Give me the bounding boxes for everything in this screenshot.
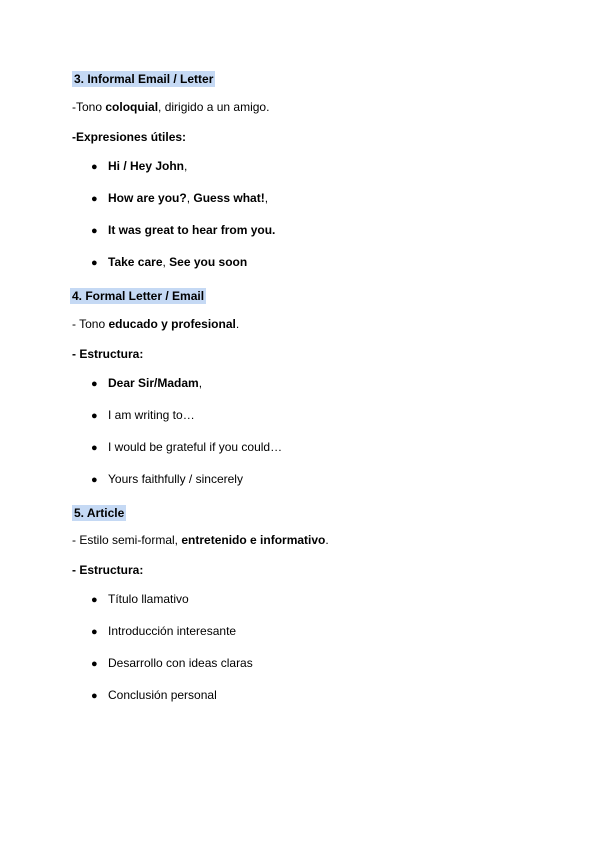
bullet-icon: ● (91, 193, 98, 205)
section-heading-article: 5. Article (74, 506, 125, 520)
list-item: ● How are you?, Guess what!, (91, 191, 269, 205)
tone-prefix: -Tono (72, 100, 106, 114)
bullet-icon: ● (91, 658, 98, 670)
section-heading-informal-email: 3. Informal Email / Letter (74, 72, 214, 86)
list-item: ● Introducción interesante (91, 624, 237, 638)
bullet-icon: ● (91, 626, 98, 638)
list-item: ● I would be grateful if you could… (91, 440, 283, 454)
bullet-icon: ● (91, 225, 98, 237)
bullet-icon: ● (91, 257, 98, 269)
list-item: ● Yours faithfully / sincerely (91, 472, 243, 486)
tone-suffix: , dirigido a un amigo. (158, 100, 270, 114)
structure-label: - Estructura: (72, 563, 144, 577)
section-heading-formal-letter: 4. Formal Letter / Email (72, 289, 205, 303)
list-item: ● Take care, See you soon (91, 255, 248, 269)
bullet-icon: ● (91, 594, 98, 606)
bullet-icon: ● (91, 474, 98, 486)
list-item: ● Conclusión personal (91, 688, 217, 702)
style-line-article: - Estilo semi-formal, entretenido e informativo. (72, 533, 329, 547)
list-item: ● It was great to hear from you. (91, 223, 276, 237)
bullet-icon: ● (91, 690, 98, 702)
bullet-icon: ● (91, 442, 98, 454)
bullet-icon: ● (91, 410, 98, 422)
bullet-icon: ● (91, 161, 98, 173)
list-item: ● Título llamativo (91, 592, 189, 606)
bullet-icon: ● (91, 378, 98, 390)
list-item: ● Hi / Hey John, (91, 159, 188, 173)
expressions-label: -Expresiones útiles: (72, 130, 187, 144)
list-item: ● Desarrollo con ideas claras (91, 656, 253, 670)
tone-line-informal (72, 99, 269, 115)
list-item: ● I am writing to… (91, 408, 195, 422)
structure-label: - Estructura: (72, 347, 144, 361)
tone-bold: coloquial (105, 100, 159, 114)
list-item: ● Dear Sir/Madam, (91, 376, 203, 390)
tone-line-formal: - Tono educado y profesional. (72, 317, 240, 331)
